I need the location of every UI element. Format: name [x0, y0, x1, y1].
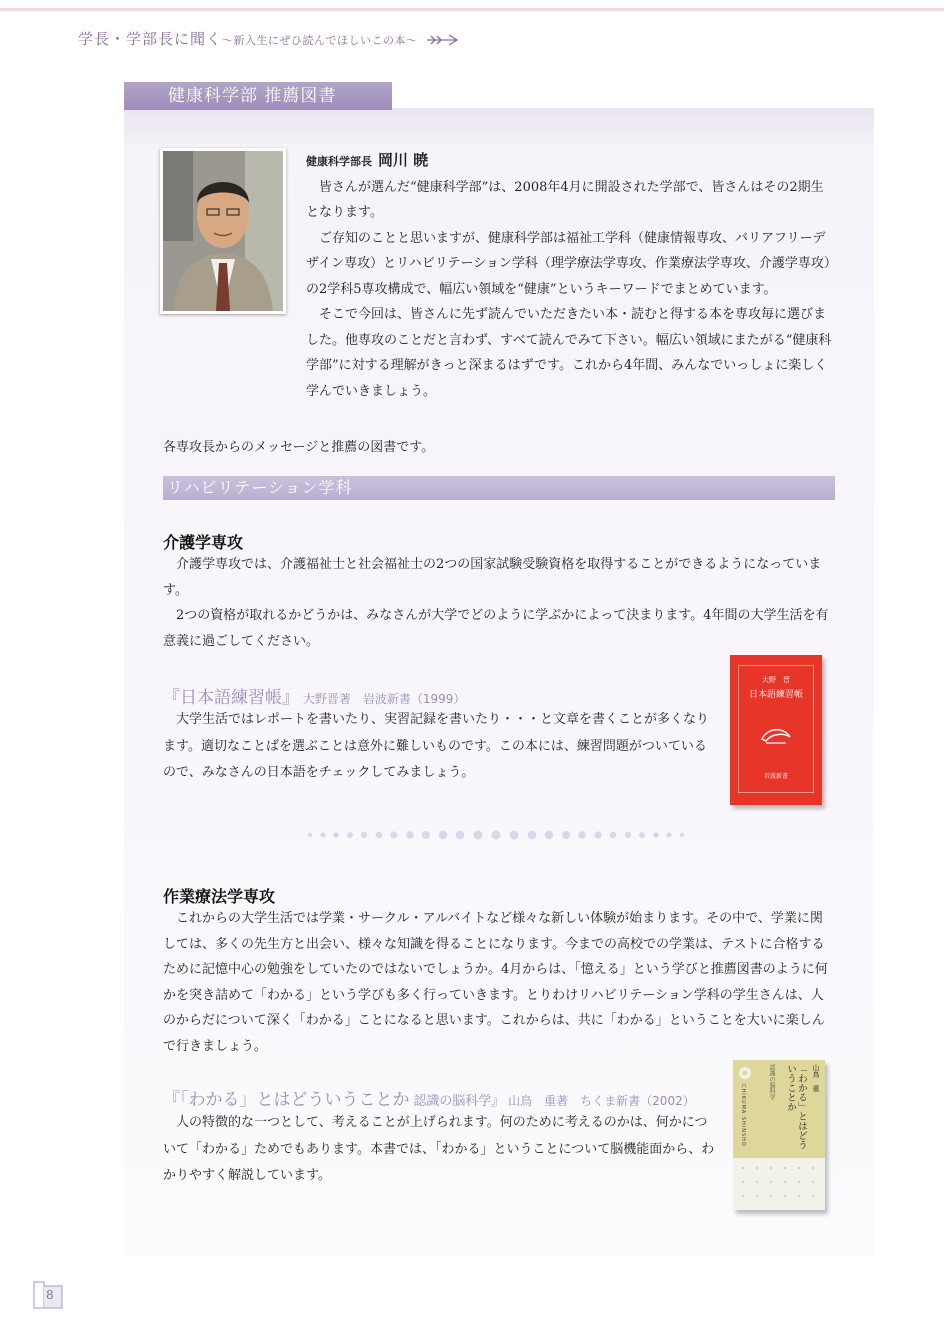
header-title: 学長・学部長に聞く — [78, 30, 223, 48]
page-number: 8 — [46, 1288, 54, 1302]
cover-author: 山鳥 重 — [812, 1064, 820, 1092]
dean-message — [306, 148, 836, 404]
dean-paragraph: そこで今回は、皆さんに先ず読んでいただきたい本・読むと得する本を専攻毎に選びました。他専攻のことだと言わず、すべて読んでみて下さい。幅広い領域にまたがる“健康科学部”に対する理解がきっと深まるはずです。これから4年間、みんなでいっしょに楽しく学んでいきましょう。 — [306, 307, 832, 399]
cover-title: 「わかる」とはどういうことか — [785, 1064, 807, 1150]
kaigo-heading: 介護学専攻 — [163, 533, 244, 552]
publisher-logo-icon — [760, 725, 792, 747]
cover-series: CHIKUMA SHINSHO — [740, 1084, 746, 1147]
sagyo-book-subtitle: 認識の脳科学』 — [413, 1094, 505, 1109]
top-rule — [0, 8, 944, 11]
dean-photo — [160, 148, 286, 314]
publisher-logo-icon — [738, 1066, 752, 1080]
kaigo-book-title — [163, 683, 465, 708]
page-header — [78, 28, 461, 49]
cover-title: 日本語練習帳 — [748, 690, 803, 700]
kaigo-body — [163, 552, 835, 654]
dotted-divider — [305, 830, 695, 840]
sagyo-book-title — [163, 1085, 695, 1110]
sagyo-body — [163, 906, 835, 1059]
sagyo-book-description — [163, 1110, 715, 1190]
intro-text: 各専攻長からのメッセージと推薦の図書です。 — [163, 440, 435, 455]
cover-subtitle: 認識の脳科学 — [768, 1064, 775, 1100]
dean-paragraph: 皆さんが選んだ“健康科学部”は、2008年4月に開設された学部で、皆さんはその2期生となります。 — [306, 179, 824, 220]
sagyo-book-desc-text: 人の特徴的な一つとして、考えることが上げられます。何のために考えるのかは、何かについて「わかる」ためでもあります。本書では、「わかる」ということについて脳機能面から、わかりやすく解説しています。 — [163, 1115, 715, 1183]
sagyo-paragraph: これからの大学生活では学業・サークル・アルバイトなど様々な新しい体験が始まります。その中で、学業に関しては、多くの先生方と出会い、様々な知識を得ることになります。今までの高校での学業は、テストに合格するために記憶中心の勉強をしていたのではないでしょうか。4月からは、「憶える」という学びと推薦図書のように何かを突き詰めて「わかる」という学びも多く行っていきます。とりわけリハビリテーション学科の学生さんは、人のからだについて深く「わかる」ことになると思います。これからは、共に「わかる」ということを大いに楽しんで行きましょう。 — [163, 911, 828, 1054]
sagyo-book-title-text: 『「わかる」とはどういうことか — [163, 1090, 410, 1110]
section-heading: リハビリテーション学科 — [163, 476, 835, 500]
kaigo-paragraph: 2つの資格が取れるかどうかは、みなさんが大学でどのように学ぶかによって決まります。4年間の大学生活を有意義に過ごしてください。 — [163, 608, 829, 649]
book-cover-wakaru — [733, 1060, 825, 1210]
cover-publisher: 岩波新書 — [763, 773, 788, 780]
portrait-image — [163, 151, 283, 311]
section-tab: 健康科学部 推薦図書 — [124, 82, 392, 110]
header-subtitle: 〜新入生にぜひ読んでほしいこの本〜 — [222, 34, 418, 47]
kaigo-paragraph: 介護学専攻では、介護福祉士と社会福祉士の2つの国家試験受験資格を取得することができるようになっています。 — [163, 557, 822, 598]
book-cover-nihongo — [730, 655, 822, 805]
dean-name: 岡川 暁 — [378, 151, 429, 169]
kaigo-book-description — [163, 707, 711, 787]
sagyo-heading: 作業療法学専攻 — [163, 887, 276, 906]
kaigo-book-title-text: 『日本語練習帳』 — [163, 688, 299, 708]
cover-author: 大野 晋 — [762, 676, 790, 684]
page-number-badge — [32, 1280, 66, 1310]
dean-title-line — [306, 148, 836, 175]
dean-paragraph: ご存知のことと思いますが、健康科学部は福祉工学科（健康情報専攻、バリアフリーデザイン専攻）とリハビリテーション学科（理学療法学専攻、作業療法学専攻、介護学専攻）の2学科5専攻構成で、幅広い領域を“健康”というキーワードでまとめています。 — [306, 230, 831, 297]
arrow-icon — [427, 34, 461, 46]
kaigo-book-meta: 大野晋著 岩波新書（1999） — [302, 692, 466, 706]
kaigo-book-desc-text: 大学生活ではレポートを書いたり、実習記録を書いたり・・・と文章を書くことが多くなります。適切なことばを選ぶことは意外に難しいものです。この本には、練習問題がついているので、みなさんの日本語をチェックしてみましょう。 — [163, 712, 710, 780]
sagyo-book-meta: 山鳥 重著 ちくま新書（2002） — [508, 1094, 695, 1108]
cover-pattern — [733, 1158, 825, 1210]
dean-role: 健康科学部長 — [306, 155, 372, 168]
